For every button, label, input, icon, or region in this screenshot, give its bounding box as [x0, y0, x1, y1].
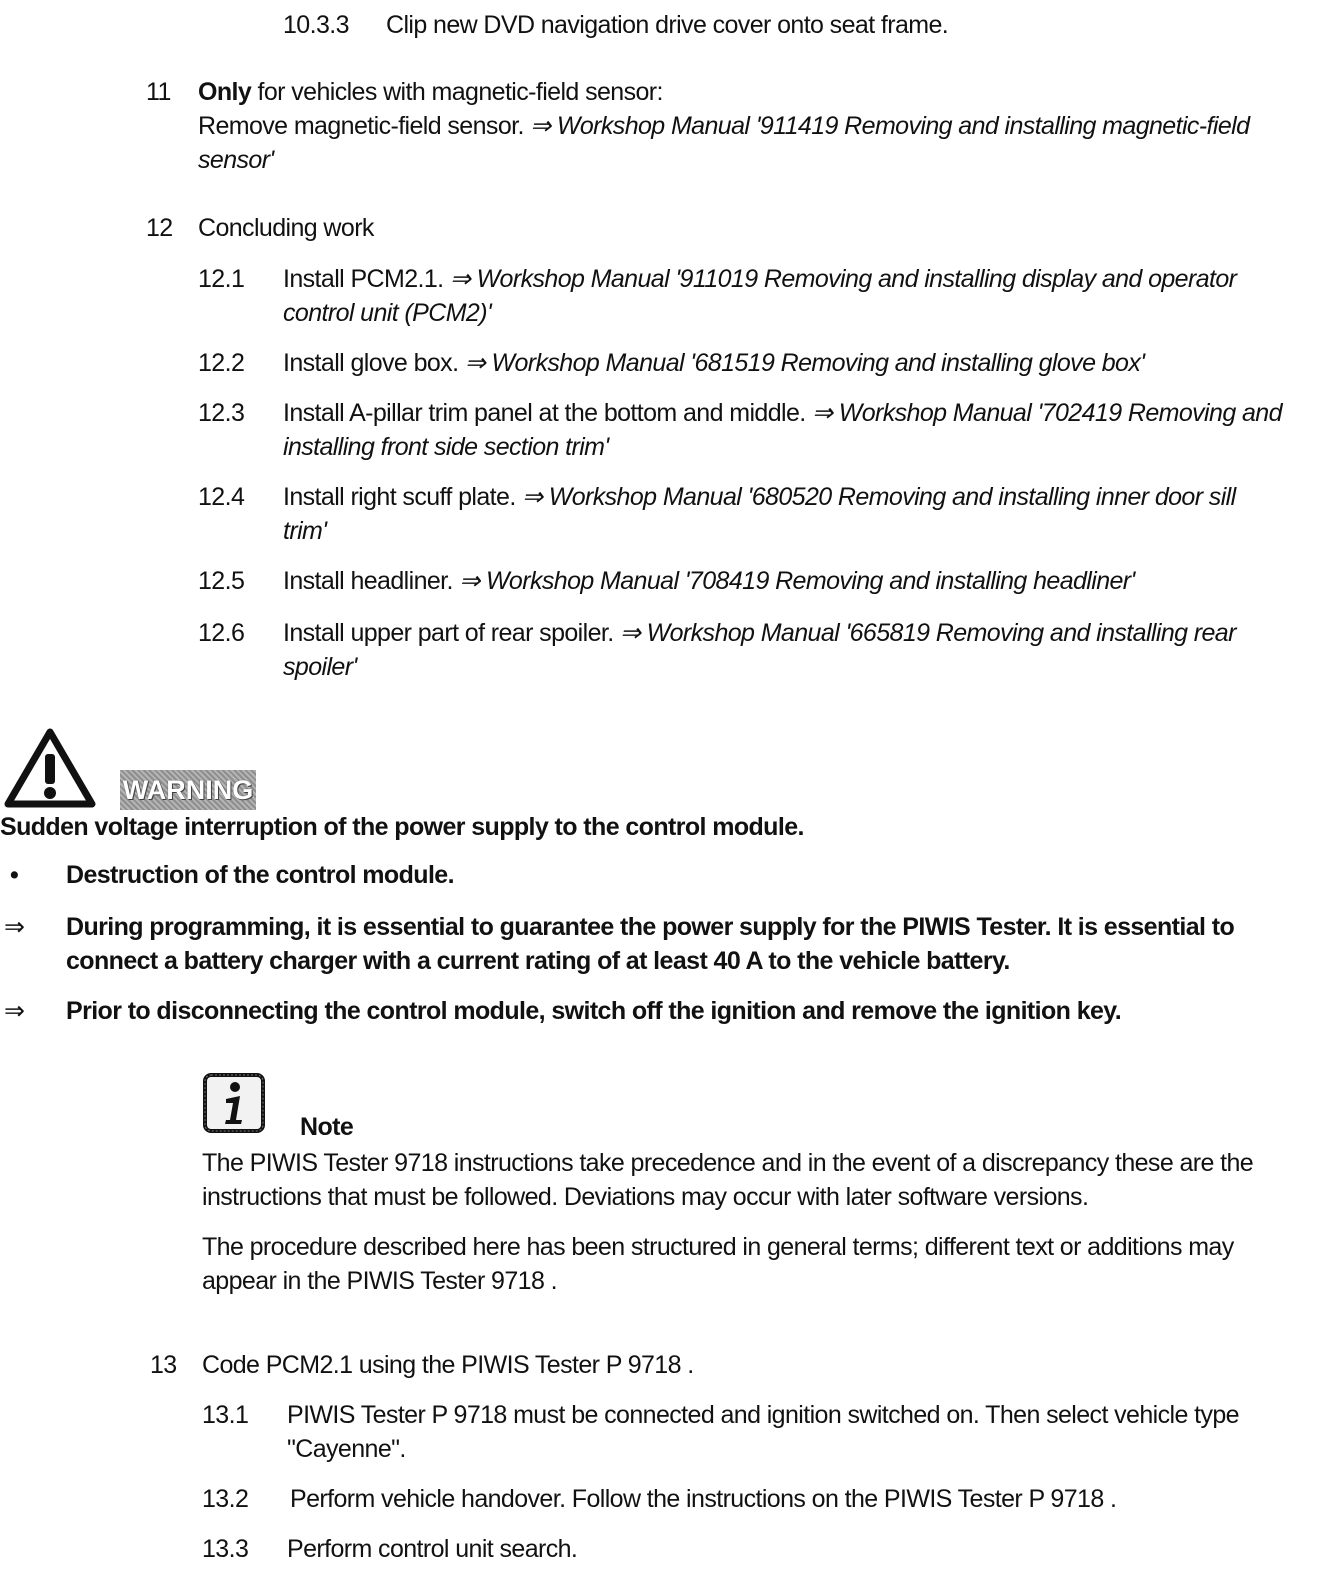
note-paragraph-2: The procedure described here has been structured in general terms; different text or additions may appear in the PIWIS Tester 9718 . [202, 1233, 1234, 1295]
step-number: 12.1 [198, 265, 245, 293]
arrow-icon: ⇒ [459, 567, 480, 595]
step-text: Concluding work [198, 214, 374, 242]
manual-reference-link[interactable]: Workshop Manual '681519 Removing and installing glove box' [485, 349, 1145, 377]
warning-action-1: During programming, it is essential to guarantee the power supply for the PIWIS Tester. It is essential to connect a battery charger with a current rating of at least 40 A to the vehicle battery. [66, 913, 1235, 975]
step-number: 13.1 [202, 1401, 249, 1429]
arrow-icon: ⇒ [464, 349, 486, 377]
bullet-icon: • [10, 861, 19, 889]
step-text: Install glove box. [283, 349, 465, 377]
manual-reference-link[interactable]: Workshop Manual '680520 Removing and installing inner door sill trim' [283, 483, 1236, 545]
step-text: Perform vehicle handover. Follow the instructions on the PIWIS Tester P 9718 . [290, 1485, 1117, 1513]
step-number: 12.5 [198, 567, 245, 595]
only-label: Only [198, 78, 252, 106]
warning-headline: Sudden voltage interruption of the power supply to the control module. [0, 813, 804, 841]
warning-triangle-icon [4, 728, 96, 808]
arrow-icon: ⇒ [619, 619, 641, 647]
note-paragraph-1: The PIWIS Tester 9718 instructions take precedence and in the event of a discrepancy these are the instructions that must be followed. Deviations may occur with later software versions. [202, 1149, 1254, 1211]
step-number: 13 [150, 1351, 177, 1379]
warning-action-2: Prior to disconnecting the control module, switch off the ignition and remove the ignition key. [66, 997, 1122, 1025]
step-number: 12.6 [198, 619, 245, 647]
step-text: Install headliner. [283, 567, 460, 595]
warning-consequence: Destruction of the control module. [66, 861, 454, 889]
info-icon [202, 1072, 268, 1136]
manual-reference-link[interactable]: Workshop Manual '911019 Removing and installing display and operator control unit (PCM2)' [283, 265, 1237, 327]
arrow-icon: ⇒ [4, 913, 25, 941]
step-text: PIWIS Tester P 9718 must be connected and ignition switched on. Then select vehicle type "Cayenne". [287, 1401, 1239, 1463]
step-body [198, 75, 1278, 177]
step-number: 12 [146, 214, 173, 242]
step-number: 13.3 [202, 1535, 249, 1563]
warning-label: WARNING [120, 770, 256, 810]
arrow-icon: ⇒ [4, 997, 25, 1025]
arrow-icon: ⇒ [530, 112, 551, 140]
step-intro: for vehicles with magnetic-field sensor: [251, 78, 663, 106]
step-text: Install upper part of rear spoiler. [283, 619, 620, 647]
step-number: 12.2 [198, 349, 245, 377]
step-number: 13.2 [202, 1485, 249, 1513]
step-number: 11 [146, 78, 171, 106]
arrow-icon: ⇒ [812, 399, 833, 427]
step-text: Perform control unit search. [287, 1535, 578, 1563]
arrow-icon: ⇒ [449, 265, 471, 293]
arrow-icon: ⇒ [522, 483, 543, 511]
step-number: 12.4 [198, 483, 245, 511]
manual-reference-link[interactable]: Workshop Manual '708419 Removing and installing headliner' [479, 567, 1135, 595]
step-text: Install PCM2.1. [283, 265, 450, 293]
manual-reference-link[interactable]: Workshop Manual '911419 Removing and installing magnetic-field sensor' [198, 112, 1250, 174]
step-number: 12.3 [198, 399, 245, 427]
step-text: Install right scuff plate. [283, 483, 523, 511]
step-number: 10.3.3 [283, 11, 349, 39]
step-text: Install A-pillar trim panel at the bottom and middle. [283, 399, 812, 427]
manual-reference-link[interactable]: Workshop Manual '702419 Removing and installing front side section trim' [283, 399, 1282, 461]
step-text: Remove magnetic-field sensor. [198, 112, 531, 140]
step-text: Clip new DVD navigation drive cover onto seat frame. [386, 11, 949, 39]
manual-reference-link[interactable]: Workshop Manual '665819 Removing and installing rear spoiler' [283, 619, 1236, 681]
note-label: Note [300, 1113, 354, 1141]
step-text: Code PCM2.1 using the PIWIS Tester P 9718 . [202, 1351, 694, 1379]
